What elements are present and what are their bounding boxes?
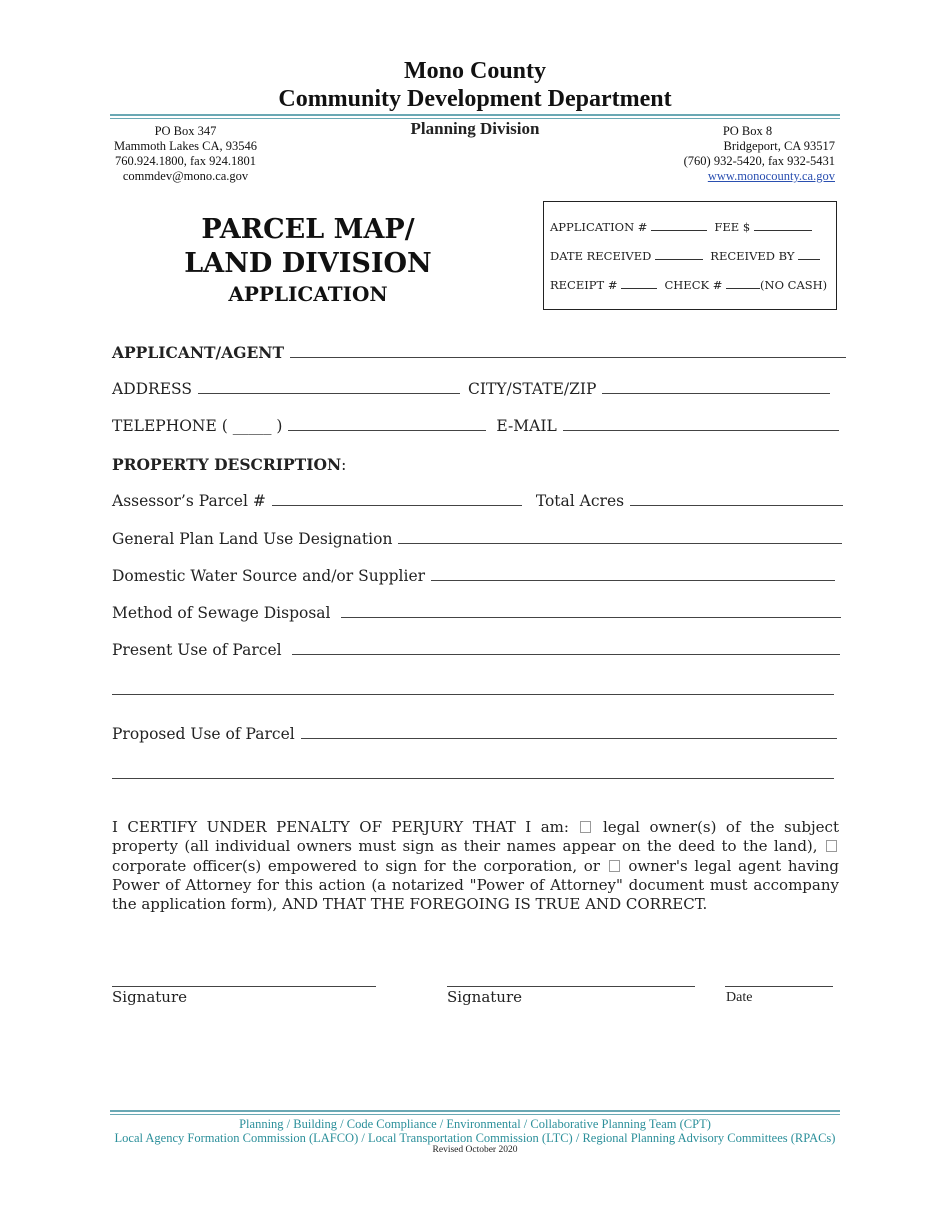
right-office-address	[660, 124, 835, 184]
date-label: Date	[726, 990, 753, 1005]
division-name: Planning Division	[410, 119, 540, 138]
certification-intro: I CERTIFY UNDER PENALTY OF PERJURY THAT I am:	[112, 818, 569, 836]
applicant-row	[112, 343, 846, 362]
applicant-label: APPLICANT/AGENT	[112, 343, 284, 362]
left-office-line: Mammoth Lakes CA, 93546	[113, 139, 258, 153]
legal-owner-text: legal owner(s) of the subject property (all individual owners must sign as their names appear on the deed to the land),	[112, 818, 839, 856]
receipt-number-label: RECEIPT #	[550, 278, 618, 292]
property-description-label: PROPERTY DESCRIPTION	[112, 455, 342, 474]
corporate-officer-checkbox[interactable]	[826, 840, 837, 852]
telephone-label: TELEPHONE ( _____ )	[112, 417, 283, 435]
signature-2-line[interactable]	[447, 986, 695, 987]
right-office-line: (760) 932-5420, fax 932-5431	[683, 154, 835, 168]
corporate-officer-text: corporate officer(s) empowered to sign for the corporation, or	[112, 856, 600, 875]
check-number-label: CHECK #	[664, 278, 723, 292]
proposed-use-row	[112, 725, 837, 743]
fee-field[interactable]	[754, 217, 812, 231]
sewage-disposal-field[interactable]	[341, 605, 841, 618]
form-title-line2: LAND DIVISION	[184, 248, 432, 279]
footer-commissions: Local Agency Formation Commission (LAFCO) / Local Transportation Commission (LTC) / Regional Planning Advisory Committees (RPACs)	[114, 1131, 836, 1145]
proposed-use-label: Proposed Use of Parcel	[112, 725, 295, 743]
total-acres-label: Total Acres	[535, 492, 625, 510]
city-state-zip-label: CITY/STATE/ZIP	[468, 380, 597, 398]
telephone-row	[112, 417, 839, 435]
date-line[interactable]	[725, 986, 833, 987]
department-name: Community Development Department	[278, 86, 672, 112]
present-use-label: Present Use of Parcel	[112, 641, 282, 659]
form-title-line3: APPLICATION	[228, 282, 388, 306]
received-by-label: RECEIVED BY	[710, 249, 795, 263]
website-link[interactable]: www.monocounty.ca.gov	[707, 169, 835, 183]
proposed-use-field[interactable]	[301, 726, 837, 739]
address-field[interactable]	[198, 381, 460, 394]
property-description-colon: :	[341, 456, 347, 474]
proposed-use-extra-line[interactable]	[112, 778, 834, 779]
right-office-line: Bridgeport, CA 93517	[723, 139, 835, 153]
signature-1-line[interactable]	[112, 986, 376, 987]
certification-statement	[112, 818, 839, 914]
left-office-line: 760.924.1800, fax 924.1801	[115, 154, 256, 168]
sewage-disposal-label: Method of Sewage Disposal	[112, 604, 331, 622]
office-use-box	[543, 201, 837, 310]
general-plan-label: General Plan Land Use Designation	[112, 530, 393, 548]
city-state-zip-field[interactable]	[602, 381, 830, 394]
no-cash-note: (NO CASH)	[760, 278, 828, 292]
water-source-label: Domestic Water Source and/or Supplier	[112, 567, 426, 585]
legal-agent-checkbox[interactable]	[609, 860, 620, 872]
email-label: E-MAIL	[496, 417, 557, 435]
water-row	[112, 567, 835, 585]
signature-1-label: Signature	[112, 988, 188, 1006]
office-use-row-3	[550, 275, 827, 292]
fee-label: FEE $	[714, 220, 751, 234]
telephone-field[interactable]	[288, 418, 486, 431]
received-by-field[interactable]	[798, 246, 820, 260]
office-use-row-2	[550, 246, 820, 263]
sewage-row	[112, 604, 841, 622]
check-number-field[interactable]	[726, 275, 760, 289]
date-received-label: DATE RECEIVED	[550, 249, 652, 263]
parcel-row	[112, 492, 843, 510]
address-label: ADDRESS	[112, 380, 192, 398]
application-number-field[interactable]	[651, 217, 707, 231]
present-use-row	[112, 641, 840, 659]
application-number-label: APPLICATION #	[550, 220, 648, 234]
office-use-row-1	[550, 217, 812, 234]
header-rule	[110, 114, 840, 116]
form-title-line1: PARCEL MAP/	[201, 214, 415, 245]
present-use-field[interactable]	[292, 642, 840, 655]
email-field[interactable]	[563, 418, 839, 431]
total-acres-field[interactable]	[630, 493, 843, 506]
general-plan-field[interactable]	[398, 531, 842, 544]
footer-rule-thin	[110, 1114, 840, 1115]
signature-2-label: Signature	[447, 988, 523, 1006]
date-received-field[interactable]	[655, 246, 703, 260]
legal-owner-checkbox[interactable]	[580, 821, 591, 833]
water-source-field[interactable]	[431, 568, 835, 581]
footer-services: Planning / Building / Code Compliance / Environmental / Collaborative Planning Team (CPT)	[239, 1117, 711, 1131]
applicant-field[interactable]	[290, 345, 846, 358]
legal-agent-text: owner's legal agent having Power of Attorney for this action (a notarized "Power of Attorney" document must accompany the application form), AND THAT THE FOREGOING IS TRUE AND CORRECT.	[112, 856, 839, 914]
county-name: Mono County	[403, 58, 547, 84]
receipt-number-field[interactable]	[621, 275, 657, 289]
left-office-line: PO Box 347	[154, 124, 217, 138]
footer-rule	[110, 1110, 840, 1112]
assessor-parcel-label: Assessor’s Parcel #	[112, 492, 266, 510]
general-plan-row	[112, 530, 842, 548]
left-office-email: commdev@mono.ca.gov	[122, 169, 249, 183]
revised-date: Revised October 2020	[432, 1145, 518, 1155]
address-row	[112, 380, 830, 398]
property-description-heading	[112, 455, 346, 474]
assessor-parcel-field[interactable]	[272, 493, 522, 506]
right-office-line: PO Box 8	[722, 124, 773, 138]
present-use-extra-line[interactable]	[112, 694, 834, 695]
